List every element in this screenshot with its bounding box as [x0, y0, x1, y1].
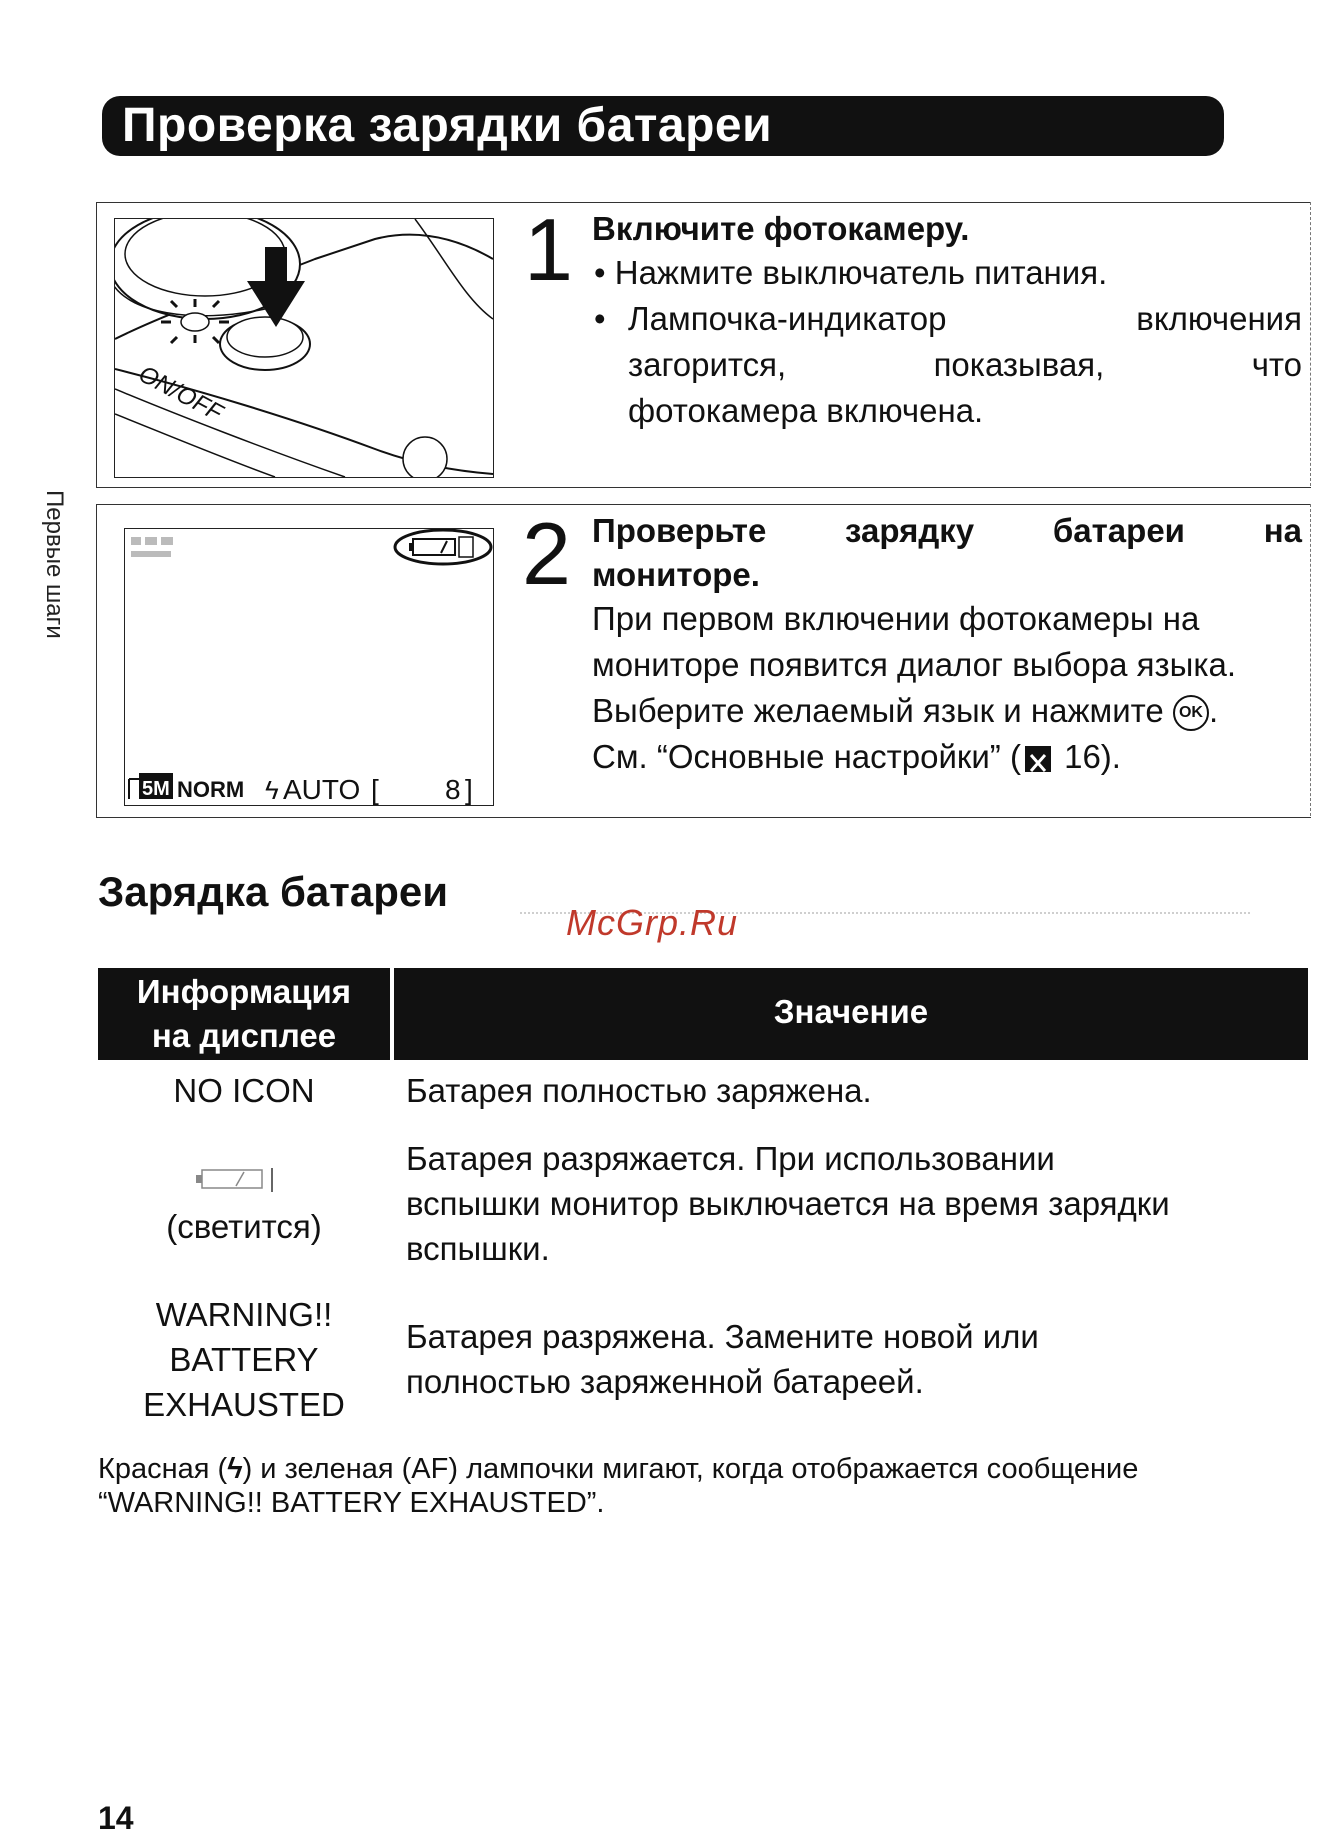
- cell-line: вспышки монитор выключается на время зарядки: [406, 1185, 1170, 1222]
- cell-line: полностью заряженной батареей.: [406, 1363, 924, 1400]
- step2-text-line1: При первом включении фотокамеры на: [592, 600, 1200, 637]
- watermark: McGrp.Ru: [566, 902, 739, 943]
- table-header-meaning: Значение: [773, 993, 929, 1030]
- word: загорится,: [628, 346, 787, 383]
- word: батареи: [1052, 512, 1185, 549]
- step1-bullet2-line3: фотокамера включена.: [628, 392, 984, 429]
- cell-line: Батарея разряжена. Замените новой или: [406, 1318, 1039, 1355]
- cell-line: вспышки.: [406, 1230, 550, 1267]
- text: Красная (: [98, 1453, 228, 1485]
- section-heading: Зарядка батареи: [98, 868, 449, 915]
- footnote-line2: “WARNING!! BATTERY EXHAUSTED”.: [98, 1487, 605, 1519]
- word: Проверьте: [592, 512, 767, 549]
- image-size-label: 5M: [142, 778, 170, 800]
- cell-line: BATTERY: [169, 1341, 319, 1378]
- text: См. “Основные настройки” (: [592, 738, 1021, 775]
- table-row2-left: (светится): [166, 1208, 322, 1245]
- text: .: [1208, 692, 1219, 729]
- table-row3-left: [98, 1292, 390, 1427]
- step1-bullet2-line2: [628, 346, 1302, 384]
- on-off-label: ON/OFF: [134, 360, 227, 427]
- table-row1-right: Батарея полностью заряжена.: [406, 1072, 872, 1109]
- bullet-dot: •: [594, 254, 615, 291]
- text: Выберите желаемый язык и нажмите: [592, 692, 1164, 729]
- flash-lamp-icon: ϟ: [227, 1453, 243, 1485]
- camera-top-drawing: [115, 219, 493, 477]
- monitor-illustration: [124, 528, 494, 806]
- side-section-label: Первые шаги: [41, 490, 68, 639]
- step1-frame-edge: [1310, 202, 1311, 486]
- step2-heading-line1: [592, 512, 1302, 550]
- word: что: [1251, 346, 1302, 383]
- word: на: [1263, 512, 1302, 549]
- text: ) и зеленая (AF) лампочки мигают, когда отображается сообщение: [242, 1453, 1139, 1485]
- flash-icon: ϟ: [265, 775, 279, 805]
- frames-bracket-right: ]: [465, 774, 473, 805]
- step1-bullet1: [594, 254, 1107, 292]
- header-line: Информация: [136, 973, 352, 1010]
- flash-mode-label: AUTO: [283, 774, 361, 805]
- cell-line: Батарея разряжается. При использовании: [406, 1140, 1055, 1177]
- footnote-line1: [98, 1452, 1138, 1486]
- table-row3-right: [406, 1314, 1039, 1404]
- table-row1-left: NO ICON: [173, 1072, 315, 1109]
- step2-frame-edge: [1310, 504, 1311, 816]
- step2-heading-line2: мониторе.: [592, 556, 760, 593]
- step1-heading: Включите фотокамеру.: [592, 210, 970, 247]
- frames-remaining: 8: [445, 774, 461, 805]
- step1-bullet1-text: Нажмите выключатель питания.: [614, 254, 1108, 291]
- camera-power-illustration: [114, 218, 494, 478]
- cell-line: EXHAUSTED: [143, 1386, 345, 1423]
- step1-bullet2-line1: [628, 300, 1302, 338]
- table-header-display-info: [98, 970, 390, 1058]
- word: Лампочка-индикатор: [628, 300, 947, 337]
- page-number: 14: [98, 1800, 134, 1836]
- page-title: Проверка зарядки батареи: [122, 99, 773, 152]
- step2-text-line4: [592, 738, 1121, 776]
- step2-text-line3: [592, 692, 1218, 731]
- text: 16).: [1054, 738, 1121, 775]
- step2-number: 2: [522, 504, 571, 603]
- step1-number: 1: [524, 200, 573, 299]
- ok-button-icon: OK: [1173, 695, 1209, 731]
- quality-label: NORM: [177, 777, 245, 802]
- footnote: [98, 1452, 1138, 1520]
- header-line: на дисплее: [151, 1017, 337, 1054]
- battery-low-icon: [196, 1164, 292, 1199]
- word: показывая,: [933, 346, 1105, 383]
- cell-line: WARNING!!: [155, 1296, 333, 1333]
- word: включения: [1136, 300, 1302, 337]
- frames-bracket-left: [: [371, 774, 379, 805]
- monitor-drawing: [125, 529, 493, 805]
- reference-icon: [1025, 746, 1051, 772]
- word: зарядку: [845, 512, 975, 549]
- step1-bullet2-dot: •: [594, 300, 606, 337]
- table-row2-right: [406, 1136, 1170, 1271]
- step2-text-line2: мониторе появится диалог выбора языка.: [592, 646, 1237, 683]
